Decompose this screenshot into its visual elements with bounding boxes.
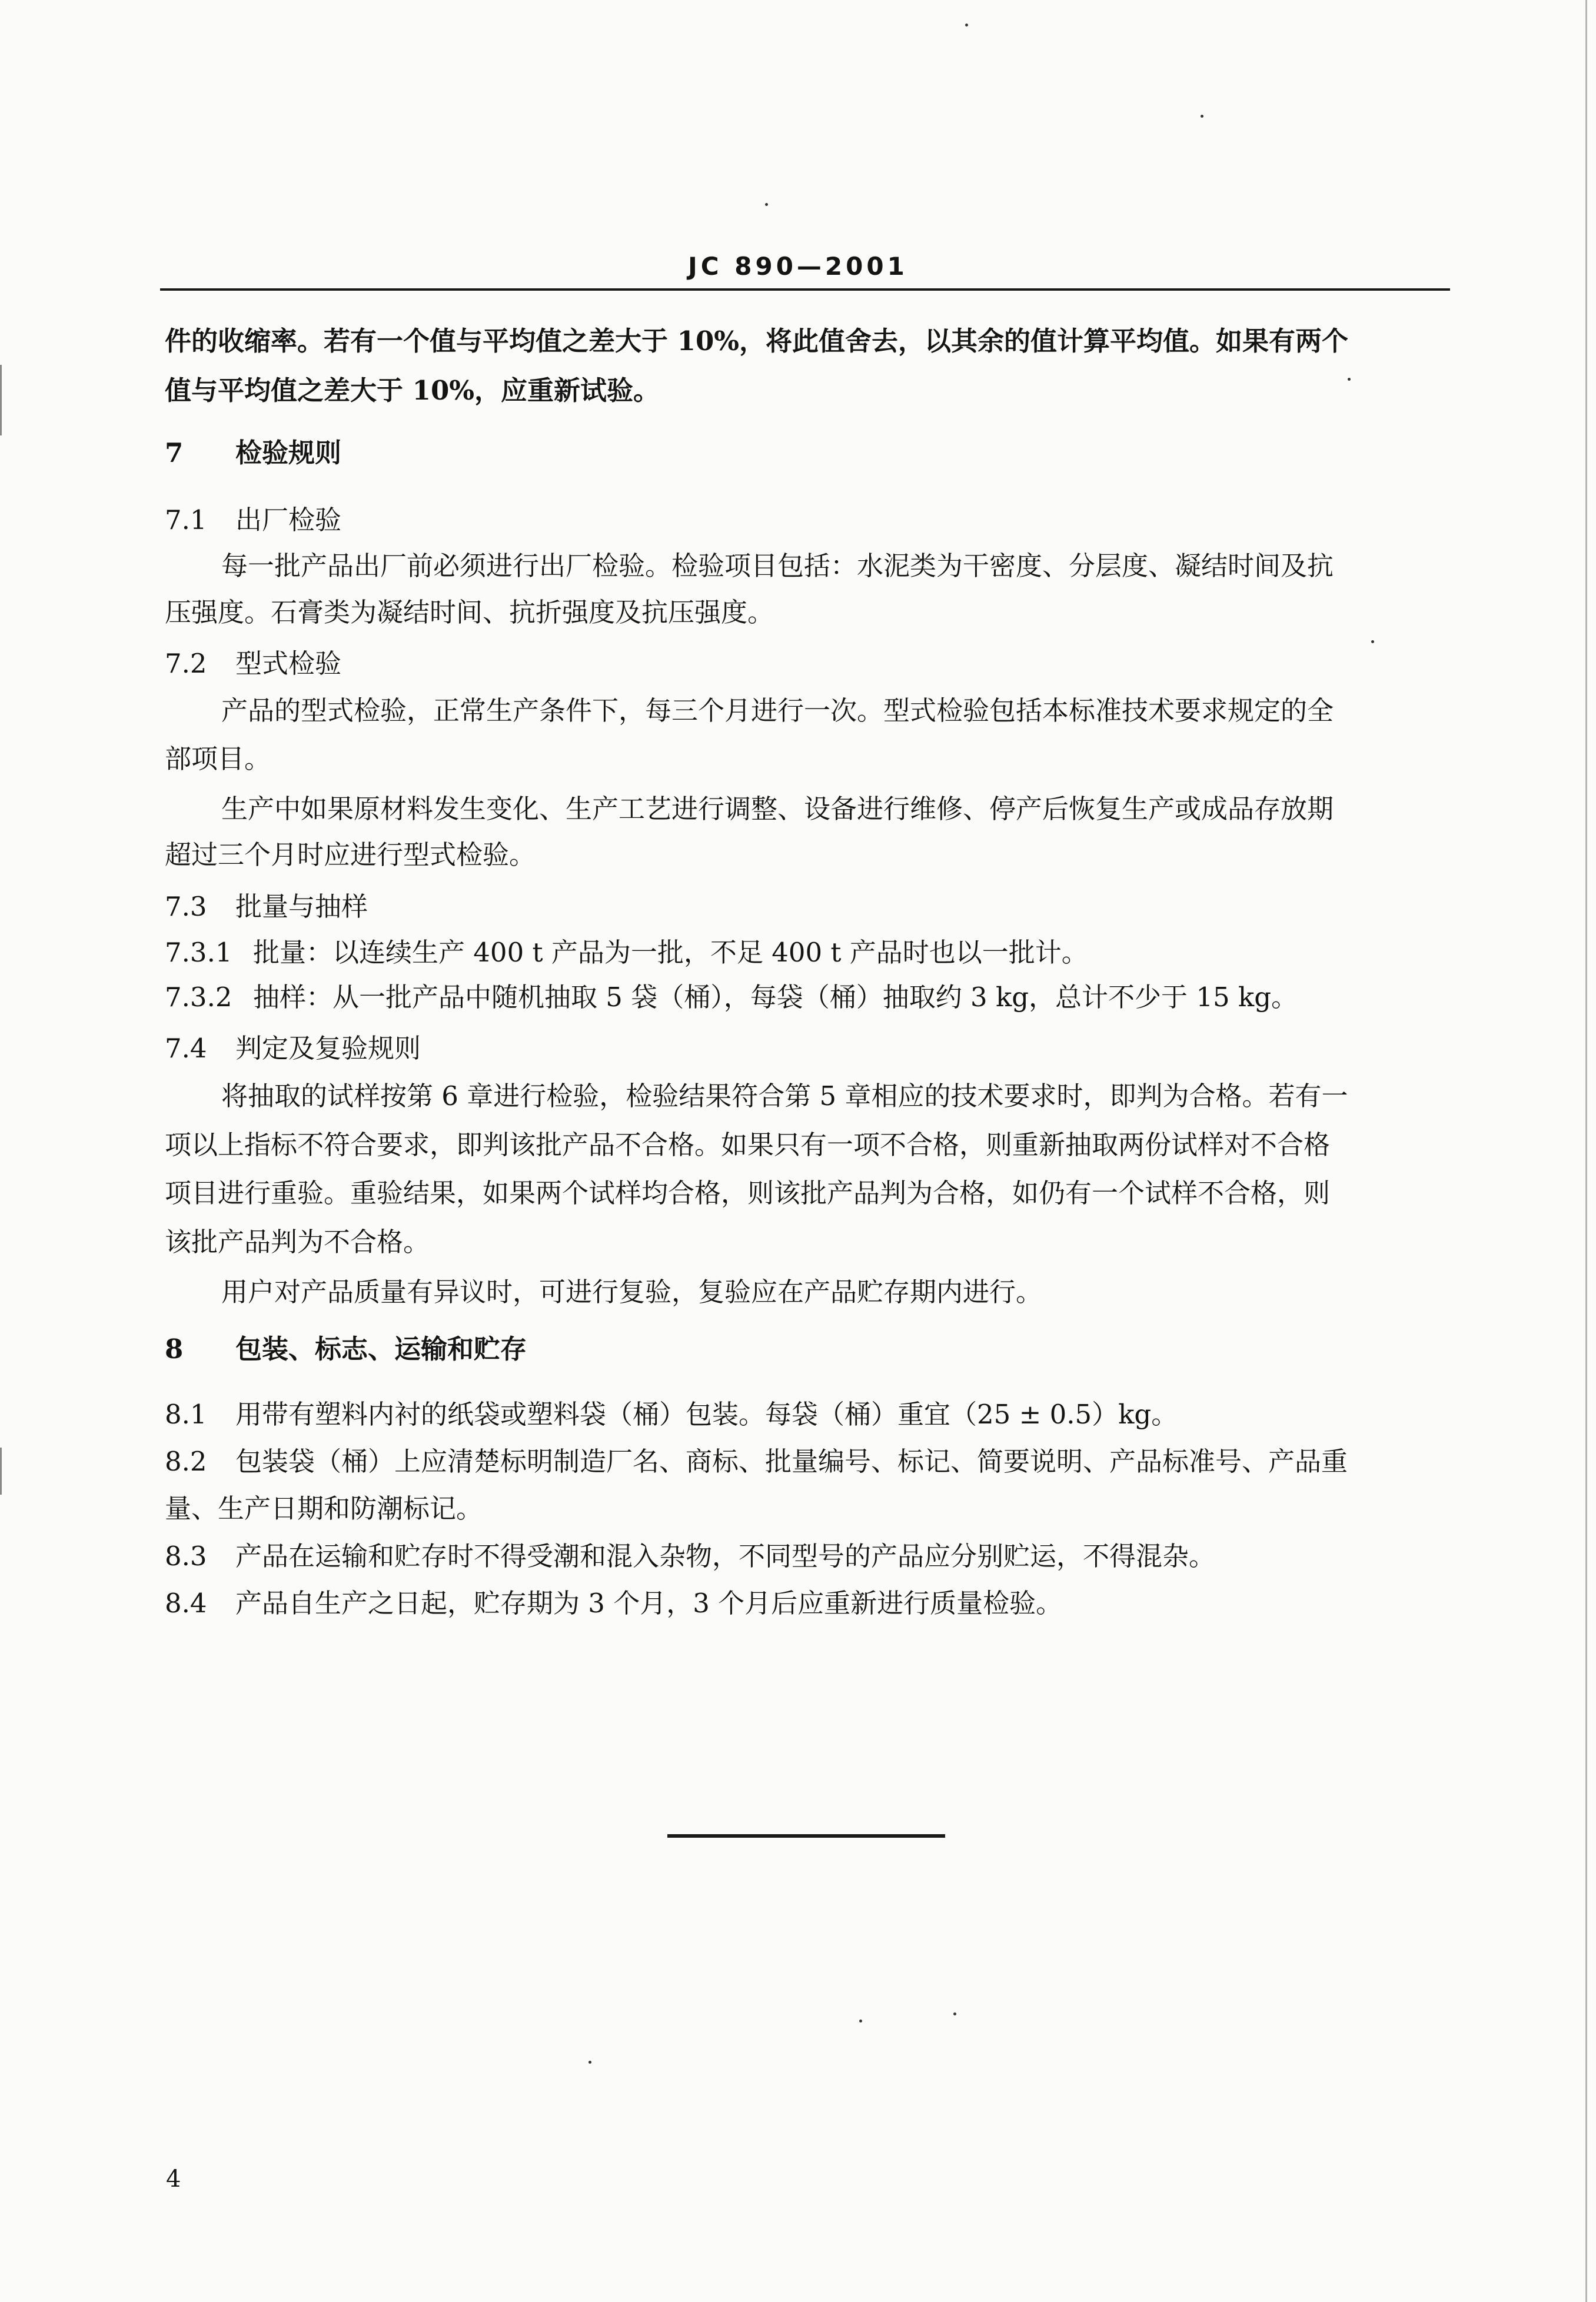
section-heading-7 xyxy=(165,437,341,470)
clause-number: 7.3.1 xyxy=(165,937,232,968)
scan-speck xyxy=(1371,640,1374,643)
section-title: 包装、标志、运输和贮存 xyxy=(235,1333,527,1365)
scan-speck xyxy=(859,2020,862,2022)
body-text-line: 件的收缩率。若有一个值与平均值之差大于 10%，将此值舍去，以其余的值计算平均值。如果有两个 xyxy=(165,325,1349,357)
clause-8-2 xyxy=(165,1445,1348,1478)
section-number: 7.2 xyxy=(165,648,207,679)
body-text-line: 生产中如果原材料发生变化、生产工艺进行调整、设备进行维修、停产后恢复生产或成品存放期 xyxy=(221,793,1334,824)
section-number: 7.3 xyxy=(165,891,207,922)
body-text-line: 项目进行重验。重验结果，如果两个试样均合格，则该批产品判为合格，如仍有一个试样不合格，则 xyxy=(165,1177,1331,1209)
section-number: 8 xyxy=(165,1333,184,1365)
section-title: 出厂检验 xyxy=(235,504,342,535)
clause-8-4 xyxy=(165,1587,1062,1620)
section-heading-8 xyxy=(165,1333,527,1366)
section-heading-7-3 xyxy=(165,890,368,923)
body-text-line: 该批产品判为不合格。 xyxy=(165,1226,430,1258)
section-heading-7-2 xyxy=(165,647,341,680)
scan-edge-line xyxy=(0,365,2,435)
section-number: 7.4 xyxy=(165,1033,207,1064)
section-heading-7-4 xyxy=(165,1032,421,1065)
clause-number: 8.2 xyxy=(165,1446,207,1477)
clause-text: 抽样：从一批产品中随机抽取 5 袋（桶），每袋（桶）抽取约 3 kg，总计不少于 15 kg。 xyxy=(253,982,1298,1013)
scan-speck xyxy=(1348,378,1351,381)
scan-speck xyxy=(765,203,768,206)
scan-edge-line xyxy=(0,1448,2,1495)
clause-text: 包装袋（桶）上应清楚标明制造厂名、商标、批量编号、标记、简要说明、产品标准号、产品重 xyxy=(235,1446,1348,1477)
clause-number: 8.1 xyxy=(165,1399,207,1430)
scan-speck xyxy=(965,24,968,26)
body-text-line: 压强度。石膏类为凝结时间、抗折强度及抗压强度。 xyxy=(165,597,774,628)
section-title: 批量与抽样 xyxy=(235,891,368,922)
section-number: 7.1 xyxy=(165,504,207,535)
section-title: 型式检验 xyxy=(235,648,342,679)
body-text-line: 产品的型式检验，正常生产条件下，每三个月进行一次。型式检验包括本标准技术要求规定的全 xyxy=(221,695,1334,726)
scan-edge-line xyxy=(1585,0,1587,2302)
body-text-line: 值与平均值之差大于 10%，应重新试验。 xyxy=(165,375,660,406)
clause-number: 8.4 xyxy=(165,1588,207,1619)
body-text-line: 超过三个月时应进行型式检验。 xyxy=(165,839,536,870)
section-number: 7 xyxy=(165,437,184,468)
clause-8-1 xyxy=(165,1398,1178,1431)
body-text-line: 项以上指标不符合要求，即判该批产品不合格。如果只有一项不合格，则重新抽取两份试样对不合格 xyxy=(165,1129,1331,1160)
end-of-text-rule xyxy=(667,1834,945,1838)
section-title: 检验规则 xyxy=(235,437,342,468)
clause-text: 产品自生产之日起，贮存期为 3 个月，3 个月后应重新进行质量检验。 xyxy=(235,1588,1063,1619)
section-heading-7-1 xyxy=(165,504,341,537)
body-text-line: 每一批产品出厂前必须进行出厂检验。检验项目包括：水泥类为干密度、分层度、凝结时间及抗 xyxy=(221,550,1334,581)
clause-text: 批量：以连续生产 400 t 产品为一批，不足 400 t 产品时也以一批计。 xyxy=(253,937,1088,968)
scan-speck xyxy=(1201,115,1203,118)
clause-text: 用带有塑料内衬的纸袋或塑料袋（桶）包装。每袋（桶）重宜（25 ± 0.5）kg。 xyxy=(235,1399,1178,1430)
clause-7-3-2 xyxy=(165,981,1298,1014)
clause-8-3 xyxy=(165,1540,1215,1573)
body-text-line: 将抽取的试样按第 6 章进行检验，检验结果符合第 5 章相应的技术要求时，即判为合格。若有一 xyxy=(221,1080,1348,1112)
header-rule xyxy=(160,288,1450,291)
clause-text: 产品在运输和贮存时不得受潮和混入杂物，不同型号的产品应分别贮运，不得混杂。 xyxy=(235,1541,1216,1572)
clause-number: 8.3 xyxy=(165,1541,207,1572)
page-number: 4 xyxy=(166,2165,181,2193)
section-title: 判定及复验规则 xyxy=(235,1033,421,1064)
scan-speck xyxy=(953,2012,956,2015)
clause-number: 7.3.2 xyxy=(165,982,232,1013)
body-text-line: 用户对产品质量有异议时，可进行复验，复验应在产品贮存期内进行。 xyxy=(221,1276,1043,1308)
document-header: JC 890—2001 xyxy=(688,252,908,281)
body-text-line: 部项目。 xyxy=(165,743,271,774)
body-text-line: 量、生产日期和防潮标记。 xyxy=(165,1493,483,1524)
scan-speck xyxy=(588,2061,591,2064)
clause-7-3-1 xyxy=(165,936,1088,969)
